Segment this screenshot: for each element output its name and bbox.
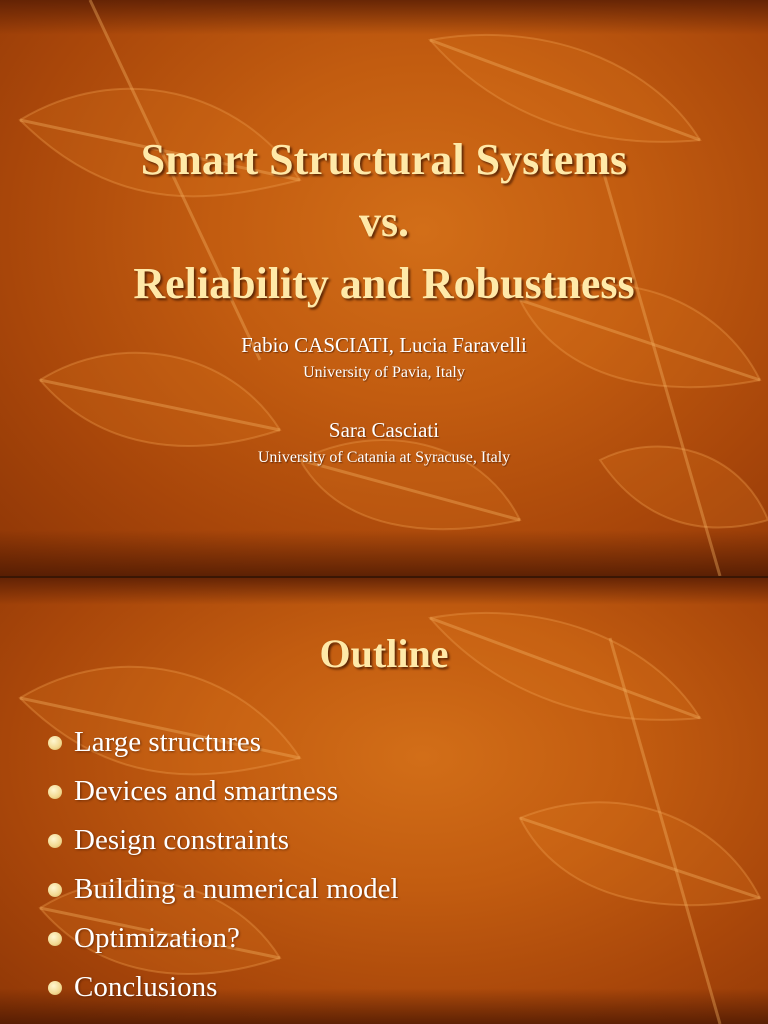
list-item (48, 767, 399, 816)
list-item-label: Optimization? (74, 922, 240, 954)
round-bullet-icon (48, 834, 62, 848)
outline-slide (0, 578, 768, 1024)
round-bullet-icon (48, 981, 62, 995)
list-item-label: Design constraints (74, 824, 290, 856)
round-bullet-icon (48, 883, 62, 897)
title-line-2: vs. (358, 197, 410, 246)
authors-catania: Sara Casciati (328, 418, 440, 442)
outline-title: Outline (319, 631, 449, 676)
list-item (48, 718, 399, 767)
authors-pavia: Fabio CASCIATI, Lucia Faravelli (241, 333, 527, 357)
round-bullet-icon (48, 785, 62, 799)
list-item (48, 963, 399, 1012)
list-item-label: Building a numerical model (74, 873, 399, 905)
outline-list (48, 718, 399, 1012)
list-item-label: Conclusions (74, 971, 218, 1003)
round-bullet-icon (48, 932, 62, 946)
list-item-label: Large structures (74, 726, 262, 758)
affiliation-catania: University of Catania at Syracuse, Italy (257, 449, 511, 466)
title-line-1: Smart Structural Systems (140, 135, 628, 184)
list-item (48, 914, 399, 963)
list-item (48, 816, 399, 865)
round-bullet-icon (48, 736, 62, 750)
list-item-label: Devices and smartness (74, 775, 339, 807)
title-line-3: Reliability and Robustness (133, 259, 635, 308)
list-item (48, 865, 399, 914)
affiliation-pavia: University of Pavia, Italy (303, 364, 465, 381)
